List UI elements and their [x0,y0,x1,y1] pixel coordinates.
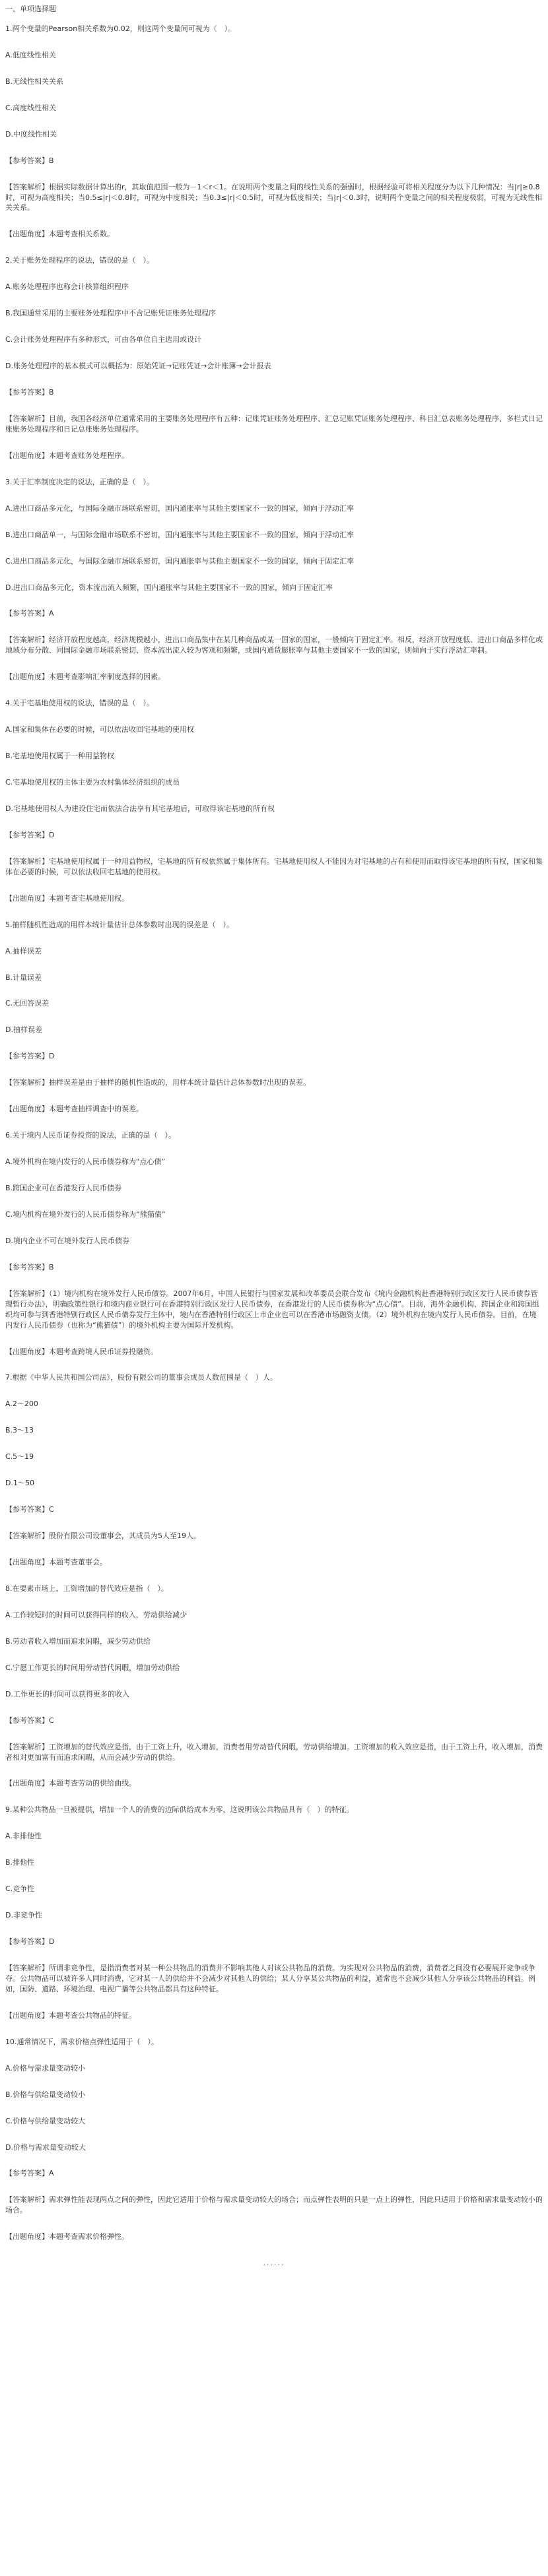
answer-option: D.进出口商品多元化，资本流出流入频繁，国内通胀率与其他主要国家不一致的国家，倾向于固定汇率 [5,583,333,592]
answer-explanation: 【答案解析】需求弹性能表现两点之间的弹性，因此它适用于价格与需求量变动较大的场合；而点弹性表明的只是一点上的弹性，因此只适用于价格和需求量变动较小的场合。 [5,2195,543,2215]
reference-answer: 【参考答案】B [5,156,54,165]
answer-option: B.进出口商品单一，与国际金融市场联系不密切，国内通胀率与其他主要国家不一致的国家，倾向于浮动汇率 [5,530,355,539]
reference-answer: 【参考答案】C [5,1716,54,1725]
answer-option: C.无回答误差 [5,999,50,1008]
reference-answer: 【参考答案】C [5,1505,54,1514]
answer-option: D.抽样误差 [5,1025,42,1035]
question-angle: 【出题角度】本题考查账务处理程序。 [5,451,129,460]
question-angle: 【出题角度】本题考查需求价格弹性。 [5,2232,129,2241]
answer-option: C.高度线性相关 [5,103,57,112]
answer-option: B.无线性相关关系 [5,77,64,86]
question-angle: 【出题角度】本题考查相关系数。 [5,230,114,239]
question-block [5,920,543,1115]
answer-option: B.劳动者收入增加而追求闲暇，减少劳动供给 [5,1636,151,1646]
question-block [5,24,543,240]
reference-answer: 【参考答案】B [5,1262,54,1272]
answer-option: D.境内企业不可在境外发行人民币债券 [5,1236,129,1245]
answer-option: A.非排他性 [5,1832,42,1841]
question-stem: 4.关于宅基地使用权的说法，错误的是（ ）。 [5,699,154,708]
question-block [5,2037,543,2242]
reference-answer: 【参考答案】D [5,1937,55,1947]
question-stem: 9.某种公共物品一旦被提供，增加一个人的消费的边际供给成本为零，这说明该公共物品具有（ ）的特征。 [5,1805,354,1815]
answer-option: B.3～13 [5,1426,34,1435]
answer-option: B.我国通常采用的主要账务处理程序中不含记账凭证账务处理程序 [5,309,217,318]
question-angle: 【出题角度】本题考查董事会。 [5,1558,107,1566]
answer-option: C.价格与供给量变动较大 [5,2116,86,2125]
answer-option: A.价格与需求量变动较小 [5,2063,85,2073]
answer-option: D.非竞争性 [5,1911,42,1920]
question-block [5,255,543,461]
answer-explanation: 【答案解析】所谓非竞争性，是指消费者对某一种公共物品的消费并不影响其他人对该公共物品的消费。为实现对公共物品的消费，消费者之间没有必要展开竞争或争夺。公共物品可以被许多人同时消费，它对某一人的供给并不会减少对其他人的供给；某人分享某公共物品的利益，通常也不会减少其他人分享该公共物品的利益。例如，国防、道路、环境治理、电视广播等公共物品都具有这种特征。 [5,1964,535,1993]
question-stem: 5.抽样随机性造成的用样本统计量估计总体参数时出现的误差是（ ）。 [5,920,234,929]
question-stem: 7.根据《中华人民共和国公司法》，股份有限公司的董事会成员人数范围是（ ）人。 [5,1373,277,1382]
answer-option: C.宅基地使用权的主体主要为农村集体经济组织的成员 [5,778,180,787]
question-block [5,698,543,903]
answer-option: D.价格与需求量变动较大 [5,2142,86,2152]
question-angle: 【出题角度】本题考查跨境人民币证券投融资。 [5,1347,158,1356]
answer-option: D.1～50 [5,1479,34,1488]
answer-option: C.宁愿工作更长的时间用劳动替代闲暇，增加劳动供给 [5,1663,180,1672]
reference-answer: 【参考答案】B [5,388,54,397]
answer-option: A.抽样误差 [5,946,42,955]
question-angle: 【出题角度】本题考查抽样调查中的误差。 [5,1105,143,1114]
question-stem: 6.关于境内人民币证券投资的说法，正确的是（ ）。 [5,1131,176,1140]
answer-option: C.进出口商品多元化，与国际金融市场联系密切，国内通胀率与其他主要国家不一致的国家，倾向于固定汇率 [5,556,355,565]
answer-option: C.竞争性 [5,1884,35,1894]
answer-option: B.排他性 [5,1858,35,1867]
answer-option: B.价格与供给量变动较小 [5,2090,86,2099]
answer-option: B.跨国企业可在香港发行人民币债券 [5,1184,122,1192]
question-angle: 【出题角度】本题考查影响汇率制度选择的因素。 [5,672,165,682]
answer-option: D.账务处理程序的基本模式可以概括为：原始凭证→记账凭证→会计账簿→会计报表 [5,362,271,371]
footer-ellipsis: ...... [263,2259,285,2268]
answer-option: D.工作更长的时间可以获得更多的收入 [5,1689,129,1698]
question-stem: 10.通常情况下，需求价格点弹性适用于（ ）。 [5,2037,158,2046]
question-list [5,24,543,2242]
question-angle: 【出题角度】本题考查宅基地使用权。 [5,893,129,903]
answer-explanation: 【答案解析】根据实际数据计算出的r，其取值范围一般为－1＜r＜1。在说明两个变量之间的线性关系的强弱时，根据经验可将相关程度分为以下几种情况：当|r|≥0.8时，可视为高度相关；当0.5≤|r|＜0.8时，可视为中度相关；当0.3≤|r|＜0.5时，可视为低度相关；当|r|＜0.3时，说明两个变量之间的相关程度极弱，可视为无线性相关关系。 [5,182,542,212]
question-block [5,1805,543,2020]
question-block [5,1584,543,1789]
answer-explanation: 【答案解析】（1）境内机构在境外发行人民币债券。2007年6月，中国人民银行与国家发展和改革委员会联合发布《境内金融机构赴香港特别行政区发行人民币债券管理暂行办法》，明确政策性银行和境内商业银行可在香港特别行政区发行人民币债券，在香港发行的人民币债券称为“点心债”。目前，海外金融机构、跨国企业和跨国组织均可参与到香港特别行政区人民币债券发行主体中，境内在香港特别行政区上市企业也可以在香港市场融资支债。（2）境外机构在境内发行人民币债券。目前，在境内发行人民币债券（也称为“熊猫债”）的境外机构主要为国际开发机构。 [5,1289,539,1330]
answer-option: A.2～200 [5,1400,38,1409]
reference-answer: 【参考答案】D [5,830,55,839]
answer-explanation: 【答案解析】经济开放程度越高，经济规模越小，进出口商品集中在某几种商品或某一国家的国家，一般倾向于固定汇率。相反，经济开放程度低、进出口商品多样化或地域分布分散、同国际金融市场联系密切、资本流出流入较为客观和频繁，或国内通货膨胀率与其他主要国家不一致的国家，则倾向于实行浮动汇率制。 [5,635,543,655]
answer-explanation: 【答案解析】股份有限公司设董事会，其成员为5人至19人。 [5,1531,201,1541]
question-block [5,1372,543,1568]
question-stem: 8.在要素市场上，工资增加的替代效应是指（ ）。 [5,1584,168,1593]
answer-explanation: 【答案解析】抽样误差是由于抽样的随机性造成的，用样本统计量估计总体参数时出现的误差。 [5,1078,310,1087]
answer-option: A.账务处理程序也称会计核算组织程序 [5,282,129,292]
answer-explanation: 【答案解析】工资增加的替代效应是指，由于工资上升，收入增加，消费者用劳动替代闲暇，劳动供给增加。工资增加的收入效应是指，由于工资上升，收入增加，消费者相对更加富有而追求闲暇，从而会减少劳动的供给。 [5,1742,543,1762]
question-block [5,477,543,682]
answer-explanation: 【答案解析】宅基地使用权属于一种用益物权，宅基地的所有权依然属于集体所有。宅基地使用权人不能因为对宅基地的占有和使用而取得该宅基地的所有权，国家和集体在必要的时候，可以依法收回宅基地的使用权。 [5,856,543,876]
question-stem: 3.关于汇率制度决定的说法，正确的是（ ）。 [5,477,154,486]
question-angle: 【出题角度】本题考查劳动的供给曲线。 [5,1779,136,1788]
answer-option: A.境外机构在境内发行的人民币债券称为“点心债” [5,1157,166,1167]
answer-option: A.国家和集体在必要的时候，可以依法收回宅基地的使用权 [5,725,194,734]
answer-option: C.5～19 [5,1452,34,1462]
section-title: 一、单项选择题 [5,5,56,13]
question-block [5,1130,543,1357]
answer-explanation: 【答案解析】目前，我国各经济单位通常采用的主要账务处理程序有五种：记账凭证账务处理程序、汇总记账凭证账务处理程序、科目汇总表账务处理程序、多栏式日记账账务处理程序和日记总账账务处理程序。 [5,414,543,434]
reference-answer: 【参考答案】A [5,609,54,618]
answer-option: B.计量误差 [5,973,42,982]
question-stem: 1.两个变量的Pearson相关系数为0.02，则这两个变量间可视为（ ）。 [5,24,236,33]
answer-option: A.进出口商品多元化，与国际金融市场联系密切，国内通胀率与其他主要国家不一致的国家，倾向于浮动汇率 [5,503,354,513]
answer-option: A.低度线性相关 [5,50,56,59]
question-stem: 2.关于账务处理程序的说法，错误的是（ ）。 [5,256,154,265]
answer-option: C.境内机构在境外发行的人民币债券称为“熊猫债” [5,1209,166,1219]
answer-option: D.宅基地使用权人为建设住宅而依法合法享有其宅基地后，可取得该宅基地的所有权 [5,804,275,813]
reference-answer: 【参考答案】A [5,2169,54,2178]
question-angle: 【出题角度】本题考查公共物品的特征。 [5,2011,136,2020]
reference-answer: 【参考答案】D [5,1052,55,1061]
answer-option: C.会计账务处理程序有多种形式，可由各单位自主选用或设计 [5,335,202,344]
answer-option: D.中度线性相关 [5,129,57,139]
answer-option: A.工作较短时的时间可以获得同样的收入，劳动供给减少 [5,1610,187,1619]
answer-option: B.宅基地使用权属于一种用益物权 [5,752,115,761]
